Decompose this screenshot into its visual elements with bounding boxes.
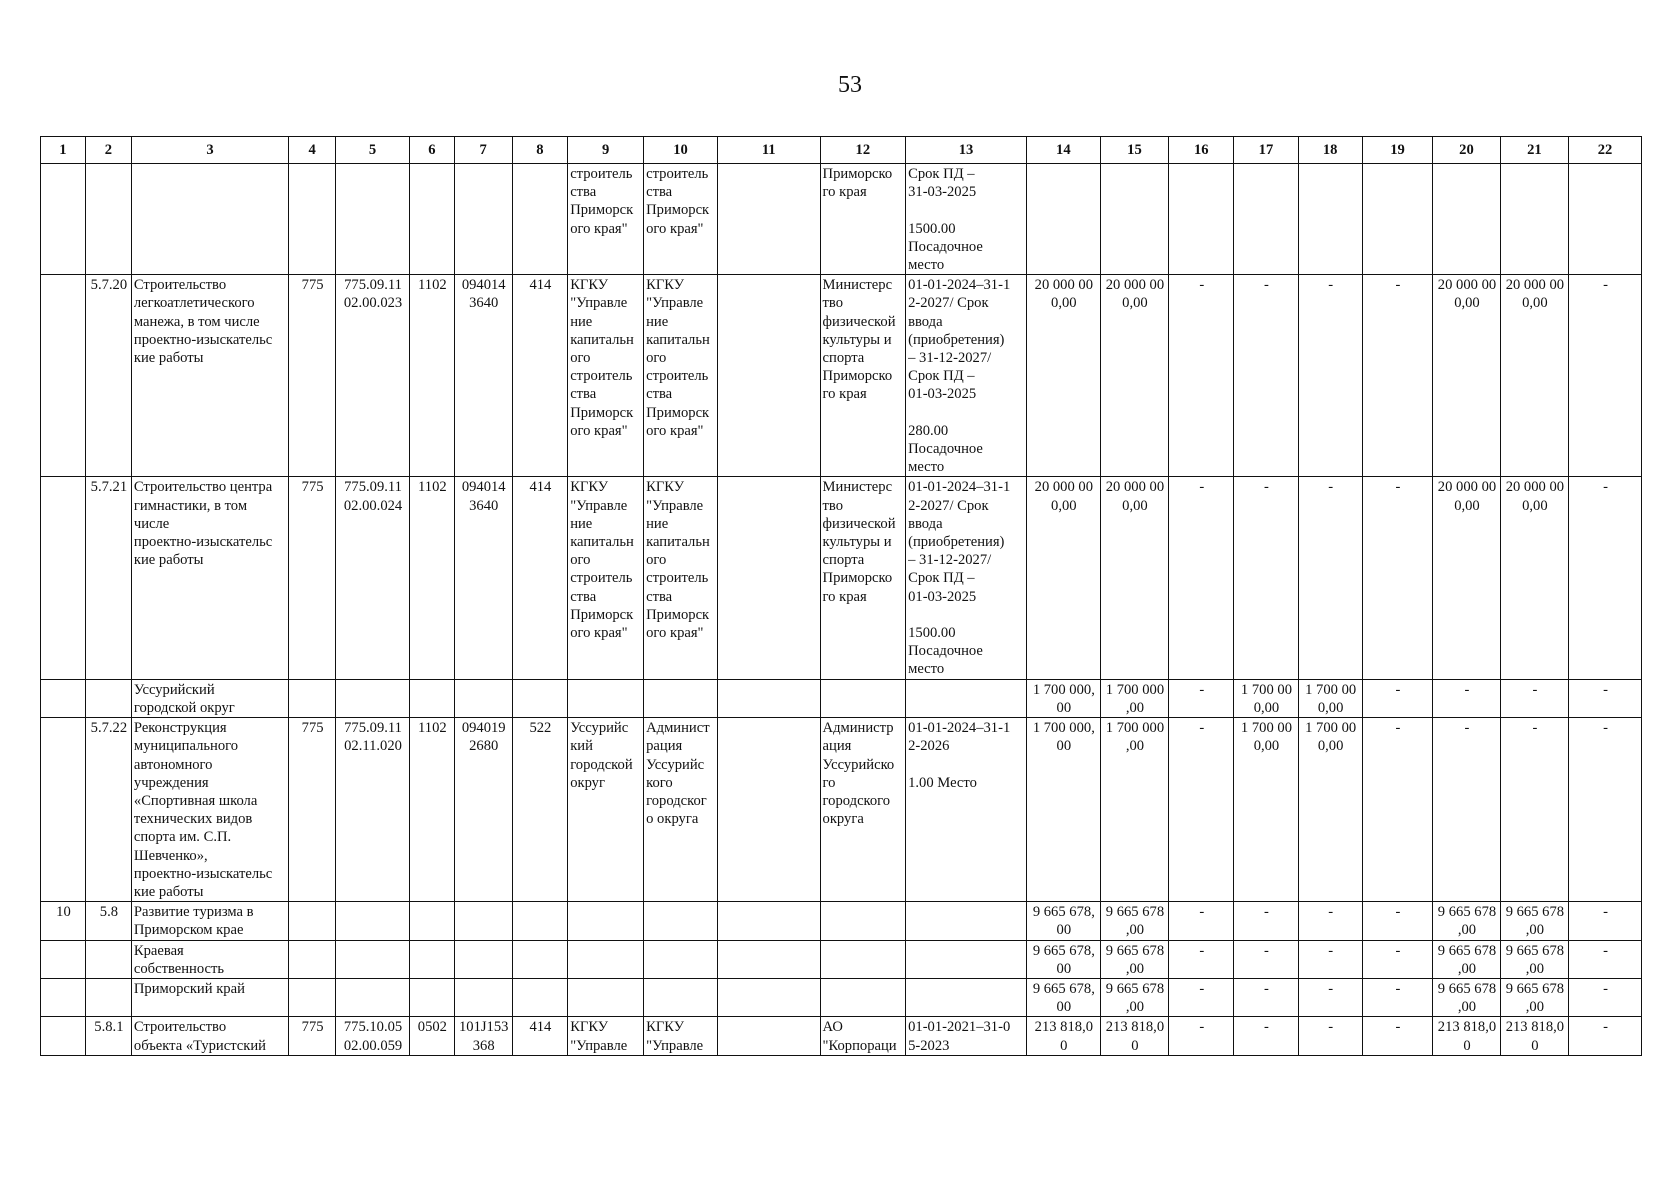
table-cell <box>85 164 131 275</box>
table-cell <box>454 902 512 940</box>
table-cell <box>85 940 131 978</box>
table-cell: Уссурийс кий городской округ <box>568 718 644 902</box>
table-cell: 775.10.05 02.00.059 <box>336 1017 410 1055</box>
table-cell: - <box>1362 940 1433 978</box>
table-cell: 522 <box>512 718 568 902</box>
table-cell <box>41 718 86 902</box>
table-cell: 9 665 678 ,00 <box>1433 940 1500 978</box>
table-cell: КГКУ "Управле <box>568 1017 644 1055</box>
table-cell <box>1100 164 1168 275</box>
table-cell <box>85 679 131 717</box>
table-cell: - <box>1362 1017 1433 1055</box>
table-cell: АО "Корпораци <box>820 1017 906 1055</box>
table-row <box>41 940 1642 978</box>
column-header: 11 <box>717 137 820 164</box>
column-header: 9 <box>568 137 644 164</box>
table-cell <box>717 718 820 902</box>
table-cell: - <box>1234 477 1298 679</box>
table-cell: 0502 <box>409 1017 454 1055</box>
table-cell: - <box>1234 1017 1298 1055</box>
table-cell: 1 700 00 0,00 <box>1234 718 1298 902</box>
column-header: 16 <box>1169 137 1234 164</box>
table-cell: - <box>1234 940 1298 978</box>
table-row <box>41 679 1642 717</box>
table-cell: - <box>1362 718 1433 902</box>
table-cell: 9 665 678 ,00 <box>1500 940 1568 978</box>
table-cell: 5.8.1 <box>85 1017 131 1055</box>
table-cell: 10 <box>41 902 86 940</box>
table-cell <box>41 275 86 477</box>
table-row <box>41 275 1642 477</box>
table-cell: 775 <box>289 477 336 679</box>
table-cell: 1 700 00 0,00 <box>1298 679 1362 717</box>
table-cell <box>717 978 820 1016</box>
table-cell <box>512 978 568 1016</box>
table-cell <box>289 902 336 940</box>
table-cell: 20 000 00 0,00 <box>1500 477 1568 679</box>
table-cell: Админист рация Уссурийс кого городског о округа <box>644 718 718 902</box>
table-cell <box>512 679 568 717</box>
table-cell <box>41 940 86 978</box>
table-cell: Строительство объекта «Туристский <box>131 1017 288 1055</box>
column-header: 13 <box>906 137 1027 164</box>
table-cell: Реконструкция муниципального автономного учреждения «Спортивная школа технических видов спорта им. С.П. Шевченко», проектно-изыскательс кие работы <box>131 718 288 902</box>
table-row <box>41 978 1642 1016</box>
table-cell: 9 665 678 ,00 <box>1433 902 1500 940</box>
table-cell <box>41 1017 86 1055</box>
table-cell <box>336 679 410 717</box>
table-cell: 01-01-2024–31-1 2-2027/ Срок ввода (приобретения) – 31-12-2027/ Срок ПД – 01-03-2025 280.00 Посадочное место <box>906 275 1027 477</box>
table-cell: 9 665 678 ,00 <box>1500 902 1568 940</box>
table-cell <box>906 679 1027 717</box>
column-header: 15 <box>1100 137 1168 164</box>
table-cell: - <box>1169 978 1234 1016</box>
table-cell: Краевая собственность <box>131 940 288 978</box>
table-cell <box>1234 164 1298 275</box>
table-cell: 101J153 368 <box>454 1017 512 1055</box>
table-cell <box>644 940 718 978</box>
table-cell: - <box>1362 477 1433 679</box>
table-cell <box>409 940 454 978</box>
table-cell: 414 <box>512 275 568 477</box>
table-cell <box>568 978 644 1016</box>
table-cell <box>41 679 86 717</box>
table-cell: - <box>1234 978 1298 1016</box>
table-cell <box>717 902 820 940</box>
table-cell: 775 <box>289 1017 336 1055</box>
table-cell: 9 665 678 ,00 <box>1100 978 1168 1016</box>
table-cell <box>644 978 718 1016</box>
table-cell <box>1433 164 1500 275</box>
table-cell <box>512 902 568 940</box>
column-header: 5 <box>336 137 410 164</box>
table-cell <box>41 164 86 275</box>
table-cell: 1 700 00 0,00 <box>1234 679 1298 717</box>
table-cell: 213 818,0 0 <box>1433 1017 1500 1055</box>
table-cell <box>644 679 718 717</box>
table-cell: Уссурийский городской округ <box>131 679 288 717</box>
table-cell <box>717 164 820 275</box>
table-cell: 775 <box>289 275 336 477</box>
table-cell: 9 665 678 ,00 <box>1100 902 1168 940</box>
table-cell <box>717 940 820 978</box>
table-cell: - <box>1298 940 1362 978</box>
table-cell: 1 700 000 ,00 <box>1100 679 1168 717</box>
table-cell <box>289 679 336 717</box>
table-cell: - <box>1569 1017 1642 1055</box>
column-header: 18 <box>1298 137 1362 164</box>
table-cell: - <box>1234 275 1298 477</box>
table-cell: 414 <box>512 1017 568 1055</box>
table-cell: 20 000 00 0,00 <box>1026 275 1100 477</box>
column-header: 20 <box>1433 137 1500 164</box>
table-cell <box>717 275 820 477</box>
column-header: 10 <box>644 137 718 164</box>
column-header: 7 <box>454 137 512 164</box>
table-cell <box>131 164 288 275</box>
header-row <box>41 137 1642 164</box>
table-cell: КГКУ "Управле ние капитальн ого строитель ства Приморск ого края" <box>568 275 644 477</box>
column-header: 14 <box>1026 137 1100 164</box>
table-cell: - <box>1169 1017 1234 1055</box>
table-cell <box>336 902 410 940</box>
table-cell <box>336 978 410 1016</box>
table-cell <box>820 978 906 1016</box>
table-cell: Приморско го края <box>820 164 906 275</box>
table-cell <box>336 164 410 275</box>
page-number: 53 <box>838 72 862 98</box>
table-cell <box>336 940 410 978</box>
table-cell <box>820 679 906 717</box>
table-cell <box>85 978 131 1016</box>
table-cell: 5.7.20 <box>85 275 131 477</box>
table-cell <box>717 1017 820 1055</box>
table-cell: - <box>1433 679 1500 717</box>
table-cell <box>568 940 644 978</box>
table-cell: - <box>1362 978 1433 1016</box>
table-cell: - <box>1169 275 1234 477</box>
table-cell: 20 000 00 0,00 <box>1433 477 1500 679</box>
table-cell: КГКУ "Управле <box>644 1017 718 1055</box>
table-cell: строитель ства Приморск ого края" <box>644 164 718 275</box>
table-cell: КГКУ "Управле ние капитальн ого строитель ства Приморск ого края" <box>568 477 644 679</box>
table-cell: - <box>1298 477 1362 679</box>
table-cell: 094019 2680 <box>454 718 512 902</box>
table-cell: 1 700 000, 00 <box>1026 718 1100 902</box>
column-header: 12 <box>820 137 906 164</box>
table-cell: - <box>1569 978 1642 1016</box>
table-cell <box>717 679 820 717</box>
column-header: 2 <box>85 137 131 164</box>
table-cell: строитель ства Приморск ого края" <box>568 164 644 275</box>
table-cell: 20 000 00 0,00 <box>1100 477 1168 679</box>
table-cell: 9 665 678 ,00 <box>1100 940 1168 978</box>
table-cell <box>409 164 454 275</box>
table-cell <box>41 477 86 679</box>
table-cell: - <box>1500 679 1568 717</box>
table-cell: 20 000 00 0,00 <box>1500 275 1568 477</box>
table-cell: 9 665 678, 00 <box>1026 940 1100 978</box>
column-header: 17 <box>1234 137 1298 164</box>
table-cell: - <box>1169 477 1234 679</box>
table-cell <box>1169 164 1234 275</box>
data-table <box>40 136 1642 1056</box>
table-cell: 1 700 00 0,00 <box>1298 718 1362 902</box>
table-cell: 775.09.11 02.00.023 <box>336 275 410 477</box>
table-cell: - <box>1298 978 1362 1016</box>
table-cell: - <box>1169 679 1234 717</box>
table-cell: - <box>1569 940 1642 978</box>
table-cell: 01-01-2021–31-0 5-2023 <box>906 1017 1027 1055</box>
table-cell: КГКУ "Управле ние капитальн ого строитель ства Приморск ого края" <box>644 477 718 679</box>
table-cell <box>568 902 644 940</box>
table-row <box>41 164 1642 275</box>
table-cell: 775.09.11 02.11.020 <box>336 718 410 902</box>
table-cell: 213 818,0 0 <box>1500 1017 1568 1055</box>
table-cell <box>289 164 336 275</box>
table-row <box>41 477 1642 679</box>
table-cell <box>454 164 512 275</box>
table-cell: 9 665 678, 00 <box>1026 902 1100 940</box>
table-cell: 5.7.22 <box>85 718 131 902</box>
table-cell <box>1026 164 1100 275</box>
column-header: 6 <box>409 137 454 164</box>
table-cell <box>1569 164 1642 275</box>
table-cell: Строительство легкоатлетического манежа, в том числе проектно-изыскательс кие работы <box>131 275 288 477</box>
table-cell: - <box>1569 275 1642 477</box>
table-cell: 9 665 678, 00 <box>1026 978 1100 1016</box>
table-cell: - <box>1433 718 1500 902</box>
table-cell <box>454 679 512 717</box>
table-cell <box>644 902 718 940</box>
column-header: 22 <box>1569 137 1642 164</box>
table-cell: - <box>1569 477 1642 679</box>
table-cell: 1102 <box>409 477 454 679</box>
table-cell <box>289 978 336 1016</box>
table-cell: 20 000 00 0,00 <box>1026 477 1100 679</box>
table-cell: Срок ПД – 31-03-2025 1500.00 Посадочное место <box>906 164 1027 275</box>
table-cell <box>906 978 1027 1016</box>
table-cell <box>1500 164 1568 275</box>
table-cell: Министерс тво физической культуры и спорта Приморско го края <box>820 477 906 679</box>
table-cell <box>906 902 1027 940</box>
table-cell: - <box>1500 718 1568 902</box>
table-cell <box>820 902 906 940</box>
table-cell <box>568 679 644 717</box>
table-cell: 1102 <box>409 718 454 902</box>
table-cell: Развитие туризма в Приморском крае <box>131 902 288 940</box>
column-header: 21 <box>1500 137 1568 164</box>
table-cell: Строительство центра гимнастики, в том числе проектно-изыскательс кие работы <box>131 477 288 679</box>
table-cell: - <box>1298 1017 1362 1055</box>
table-cell <box>820 940 906 978</box>
table-cell <box>289 940 336 978</box>
table-cell <box>512 164 568 275</box>
table-cell: - <box>1234 902 1298 940</box>
table-cell: - <box>1569 679 1642 717</box>
table-cell <box>1362 164 1433 275</box>
table-row <box>41 718 1642 902</box>
table-cell: - <box>1169 940 1234 978</box>
table-cell: 414 <box>512 477 568 679</box>
table-cell: 094014 3640 <box>454 275 512 477</box>
table-cell: - <box>1569 718 1642 902</box>
table-cell: - <box>1362 275 1433 477</box>
table-cell: - <box>1169 718 1234 902</box>
table-cell: 775.09.11 02.00.024 <box>336 477 410 679</box>
table-cell <box>409 902 454 940</box>
table-cell: Министерс тво физической культуры и спорта Приморско го края <box>820 275 906 477</box>
table-cell: 20 000 00 0,00 <box>1100 275 1168 477</box>
table-cell: - <box>1298 275 1362 477</box>
table-cell: Администр ация Уссурийско го городского округа <box>820 718 906 902</box>
table-cell: 20 000 00 0,00 <box>1433 275 1500 477</box>
column-header: 3 <box>131 137 288 164</box>
table-cell: - <box>1169 902 1234 940</box>
table-cell <box>409 978 454 1016</box>
table-cell: Приморский край <box>131 978 288 1016</box>
table-cell <box>409 679 454 717</box>
table-cell <box>41 978 86 1016</box>
table-cell: 094014 3640 <box>454 477 512 679</box>
column-header: 8 <box>512 137 568 164</box>
table-cell: 1102 <box>409 275 454 477</box>
table-cell <box>454 940 512 978</box>
table-cell: 775 <box>289 718 336 902</box>
table-cell <box>717 477 820 679</box>
column-header: 1 <box>41 137 86 164</box>
table-cell: КГКУ "Управле ние капитальн ого строитель ства Приморск ого края" <box>644 275 718 477</box>
column-header: 19 <box>1362 137 1433 164</box>
table-cell <box>1298 164 1362 275</box>
table-cell: 5.7.21 <box>85 477 131 679</box>
table-cell: 9 665 678 ,00 <box>1433 978 1500 1016</box>
table-row <box>41 902 1642 940</box>
table-cell: - <box>1298 902 1362 940</box>
table-cell: 01-01-2024–31-1 2-2026 1.00 Место <box>906 718 1027 902</box>
table-cell: 1 700 000 ,00 <box>1100 718 1168 902</box>
table-cell <box>454 978 512 1016</box>
table-cell: 213 818,0 0 <box>1100 1017 1168 1055</box>
table-row <box>41 1017 1642 1055</box>
table-cell: - <box>1569 902 1642 940</box>
table-cell: 5.8 <box>85 902 131 940</box>
table-cell: 1 700 000, 00 <box>1026 679 1100 717</box>
table-cell <box>512 940 568 978</box>
table-cell: 213 818,0 0 <box>1026 1017 1100 1055</box>
table-cell <box>906 940 1027 978</box>
table-cell: 9 665 678 ,00 <box>1500 978 1568 1016</box>
table-cell: - <box>1362 902 1433 940</box>
table-cell: - <box>1362 679 1433 717</box>
column-header: 4 <box>289 137 336 164</box>
table-cell: 01-01-2024–31-1 2-2027/ Срок ввода (приобретения) – 31-12-2027/ Срок ПД – 01-03-2025 1500.00 Посадочное место <box>906 477 1027 679</box>
